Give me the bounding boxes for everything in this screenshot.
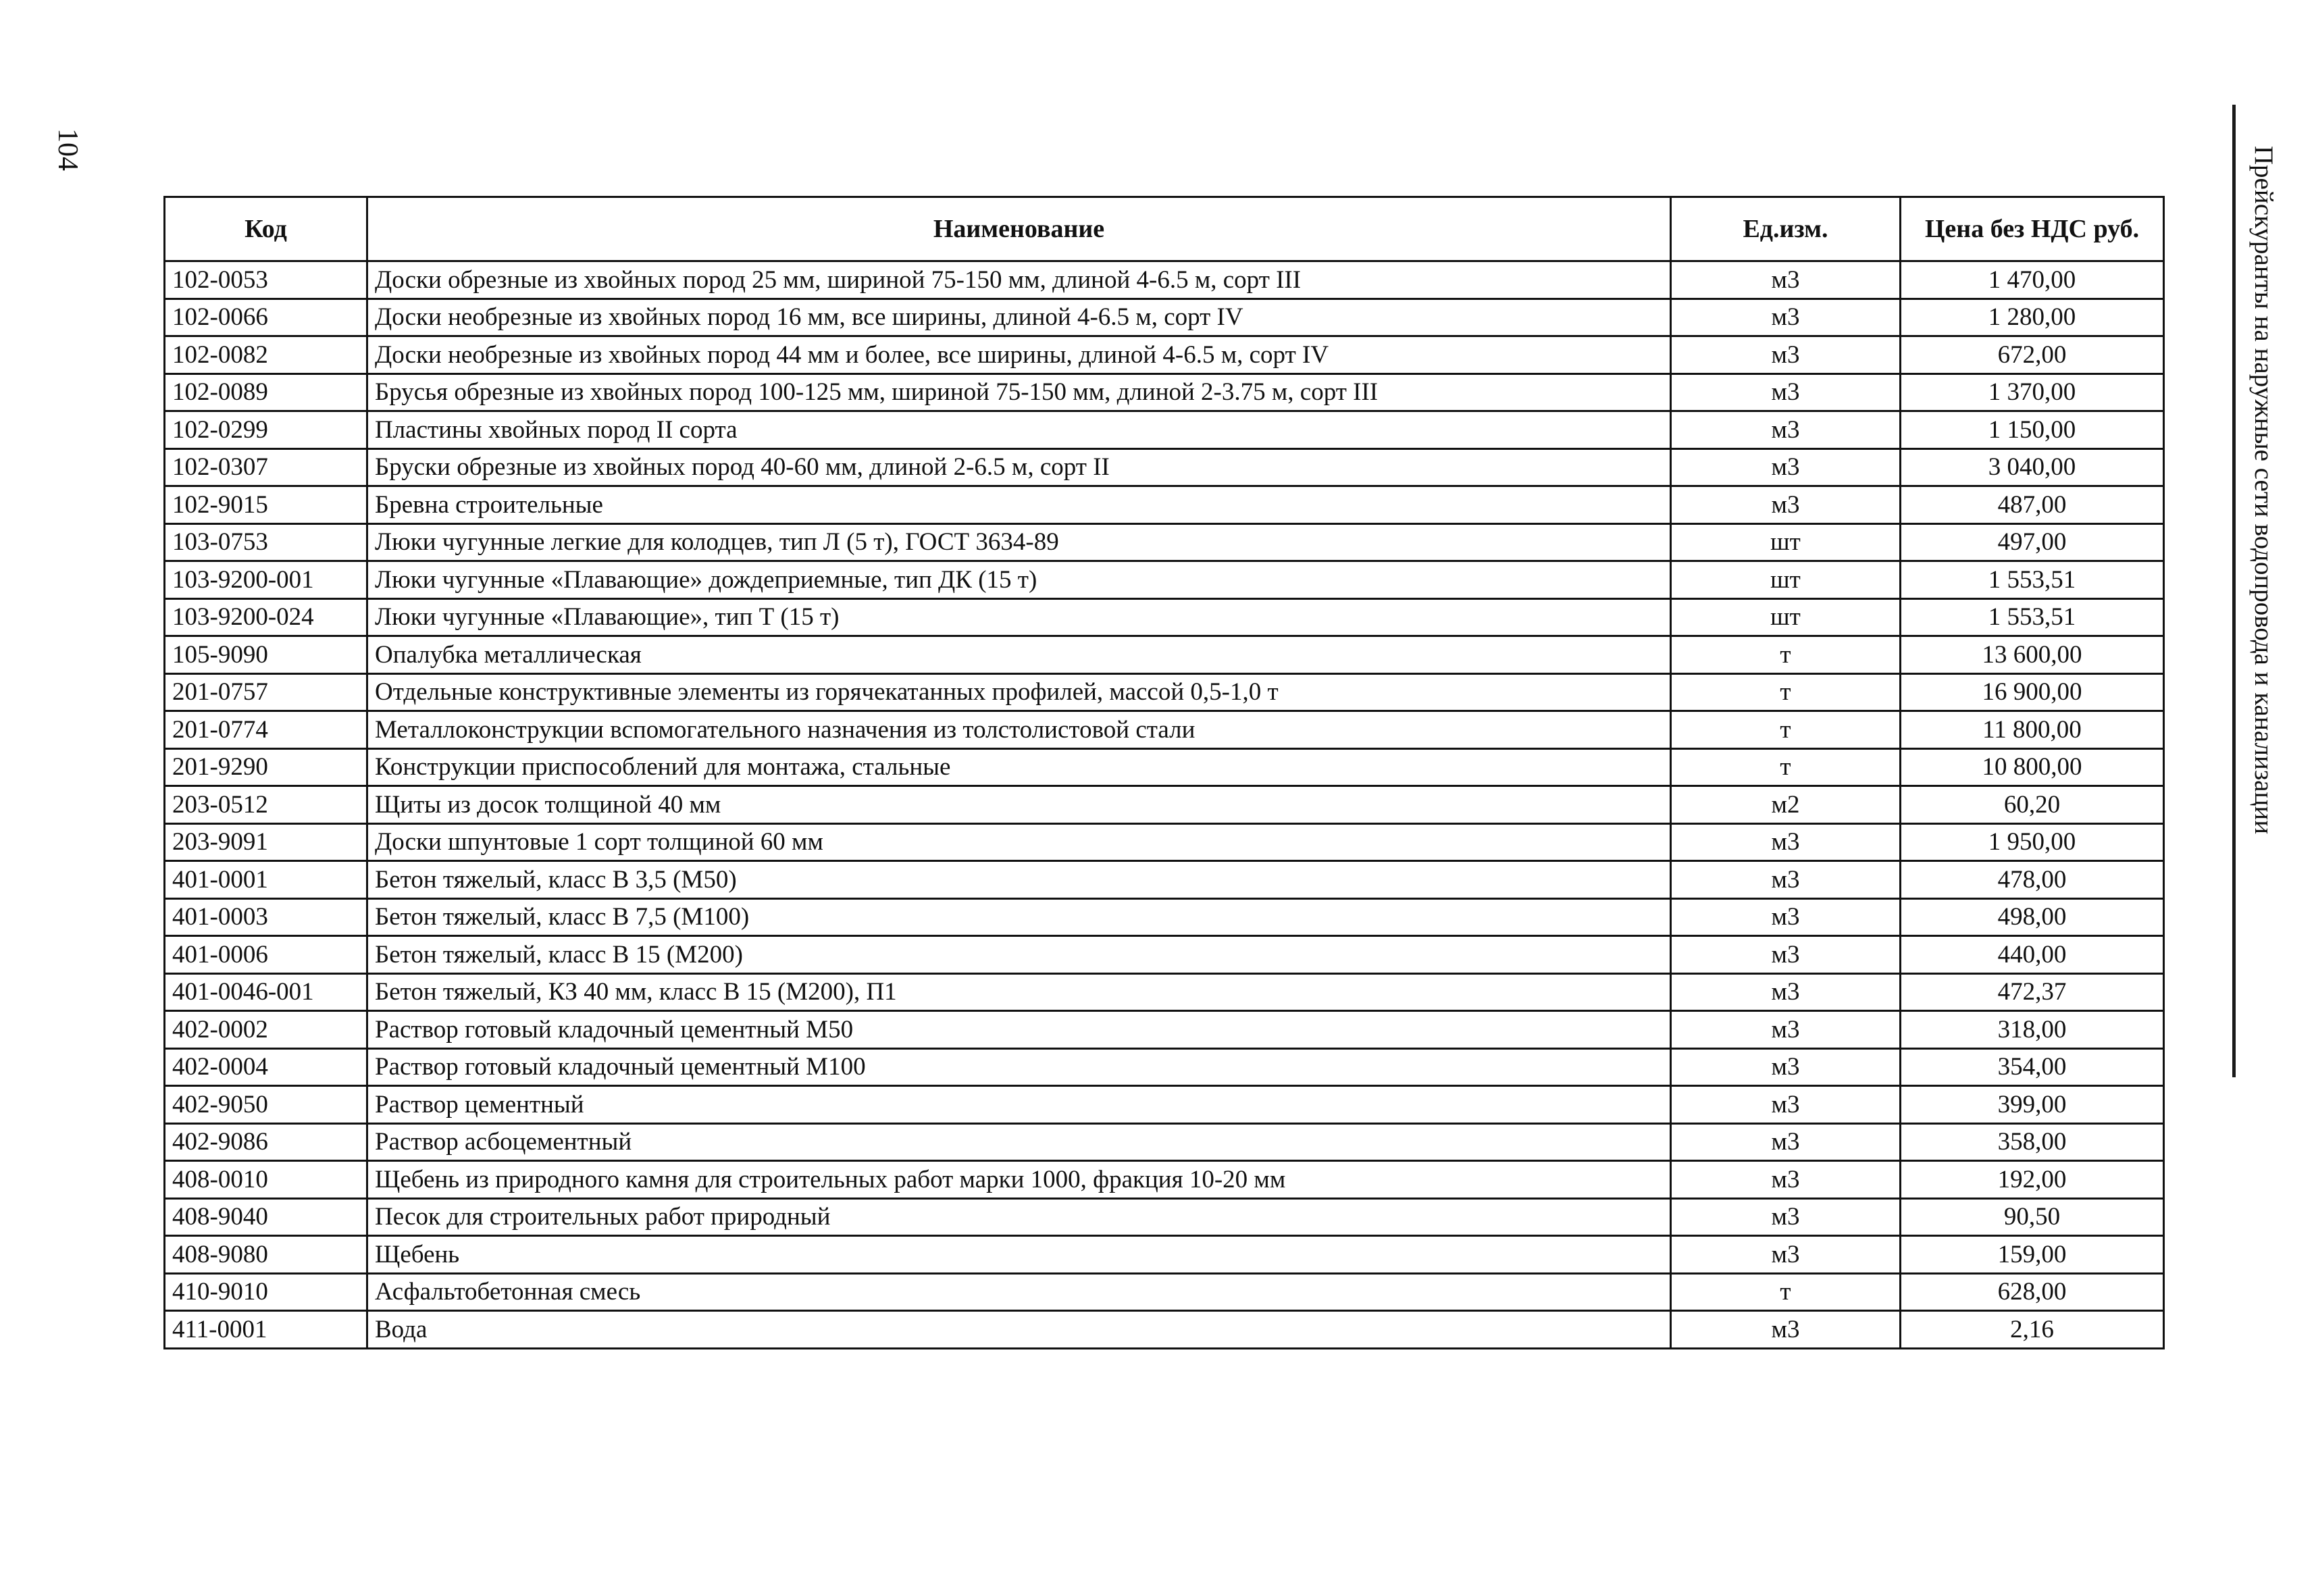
row-name: Асфальтобетонная смесь <box>367 1273 1671 1311</box>
table-row <box>165 336 2164 374</box>
row-unit: м3 <box>1671 1161 1901 1199</box>
row-price: 487,00 <box>1901 486 2164 524</box>
table-row <box>165 748 2164 786</box>
table-row <box>165 261 2164 299</box>
row-code: 102-0299 <box>165 411 367 449</box>
table-row <box>165 1273 2164 1311</box>
table-row <box>165 1086 2164 1124</box>
table-row <box>165 523 2164 561</box>
row-unit: шт <box>1671 561 1901 599</box>
row-name: Вода <box>367 1311 1671 1349</box>
row-name: Конструкции приспособлений для монтажа, стальные <box>367 748 1671 786</box>
row-code: 411-0001 <box>165 1311 367 1349</box>
row-name: Раствор готовый кладочный цементный М100 <box>367 1048 1671 1086</box>
row-price: 90,50 <box>1901 1198 2164 1236</box>
price-table <box>163 196 2165 1349</box>
row-code: 201-9290 <box>165 748 367 786</box>
row-price: 3 040,00 <box>1901 448 2164 486</box>
row-name: Бетон тяжелый, класс В 3,5 (М50) <box>367 861 1671 899</box>
table-row <box>165 448 2164 486</box>
table-row <box>165 1048 2164 1086</box>
row-code: 402-0004 <box>165 1048 367 1086</box>
row-price: 498,00 <box>1901 898 2164 936</box>
table-row <box>165 1311 2164 1349</box>
row-code: 102-0307 <box>165 448 367 486</box>
row-code: 402-9050 <box>165 1086 367 1124</box>
row-name: Бруски обрезные из хвойных пород 40-60 мм, длиной 2-6.5 м, сорт II <box>367 448 1671 486</box>
row-price: 10 800,00 <box>1901 748 2164 786</box>
side-title-rule <box>2232 105 2236 1077</box>
header-code: Код <box>165 197 367 261</box>
row-code: 408-0010 <box>165 1161 367 1199</box>
table-row <box>165 636 2164 674</box>
row-unit: м3 <box>1671 823 1901 861</box>
row-price: 1 553,51 <box>1901 598 2164 636</box>
row-unit: м3 <box>1671 1311 1901 1349</box>
row-price: 318,00 <box>1901 1011 2164 1049</box>
table-row <box>165 673 2164 711</box>
row-unit: т <box>1671 748 1901 786</box>
row-unit: м3 <box>1671 898 1901 936</box>
row-unit: м3 <box>1671 411 1901 449</box>
row-name: Доски необрезные из хвойных пород 16 мм, все ширины, длиной 4-6.5 м, сорт IV <box>367 299 1671 336</box>
row-price: 1 553,51 <box>1901 561 2164 599</box>
row-code: 203-9091 <box>165 823 367 861</box>
row-name: Люки чугунные «Плавающие» дождеприемные, тип ДК (15 т) <box>367 561 1671 599</box>
row-name: Раствор цементный <box>367 1086 1671 1124</box>
table-row <box>165 486 2164 524</box>
row-code: 203-0512 <box>165 786 367 824</box>
header-name: Наименование <box>367 197 1671 261</box>
side-title <box>2244 115 2284 865</box>
row-code: 102-0066 <box>165 299 367 336</box>
row-code: 201-0774 <box>165 711 367 749</box>
row-unit: м3 <box>1671 374 1901 411</box>
row-price: 399,00 <box>1901 1086 2164 1124</box>
row-name: Отдельные конструктивные элементы из горячекатанных профилей, массой 0,5-1,0 т <box>367 673 1671 711</box>
row-name: Бревна строительные <box>367 486 1671 524</box>
row-unit: шт <box>1671 523 1901 561</box>
row-unit: м3 <box>1671 1198 1901 1236</box>
table-row <box>165 786 2164 824</box>
row-code: 402-0002 <box>165 1011 367 1049</box>
row-code: 102-0089 <box>165 374 367 411</box>
table-row <box>165 823 2164 861</box>
row-unit: шт <box>1671 598 1901 636</box>
row-unit: т <box>1671 636 1901 674</box>
table-row <box>165 1236 2164 1274</box>
row-name: Щебень <box>367 1236 1671 1274</box>
row-unit: м3 <box>1671 336 1901 374</box>
table-header-row <box>165 197 2164 261</box>
row-name: Опалубка металлическая <box>367 636 1671 674</box>
table-row <box>165 598 2164 636</box>
row-unit: т <box>1671 1273 1901 1311</box>
row-price: 1 470,00 <box>1901 261 2164 299</box>
row-name: Доски обрезные из хвойных пород 25 мм, шириной 75-150 мм, длиной 4-6.5 м, сорт III <box>367 261 1671 299</box>
table-row <box>165 1011 2164 1049</box>
side-title-text: Прейскуранты на наружные сети водопровода и канализации <box>2249 145 2279 834</box>
table-row <box>165 711 2164 749</box>
table-row <box>165 561 2164 599</box>
row-name: Щебень из природного камня для строительных работ марки 1000, фракция 10-20 мм <box>367 1161 1671 1199</box>
row-code: 102-9015 <box>165 486 367 524</box>
row-code: 408-9040 <box>165 1198 367 1236</box>
row-name: Раствор асбоцементный <box>367 1123 1671 1161</box>
row-unit: т <box>1671 711 1901 749</box>
row-code: 102-0082 <box>165 336 367 374</box>
row-unit: м3 <box>1671 1048 1901 1086</box>
row-price: 478,00 <box>1901 861 2164 899</box>
row-name: Брусья обрезные из хвойных пород 100-125 мм, шириной 75-150 мм, длиной 2-3.75 м, сорт III <box>367 374 1671 411</box>
table-row <box>165 1123 2164 1161</box>
row-price: 13 600,00 <box>1901 636 2164 674</box>
row-name: Песок для строительных работ природный <box>367 1198 1671 1236</box>
row-unit: м3 <box>1671 1123 1901 1161</box>
table-row <box>165 898 2164 936</box>
row-code: 402-9086 <box>165 1123 367 1161</box>
table-row <box>165 973 2164 1011</box>
row-price: 628,00 <box>1901 1273 2164 1311</box>
row-name: Люки чугунные легкие для колодцев, тип Л (5 т), ГОСТ 3634-89 <box>367 523 1671 561</box>
row-price: 16 900,00 <box>1901 673 2164 711</box>
row-unit: м3 <box>1671 1236 1901 1274</box>
row-code: 103-9200-001 <box>165 561 367 599</box>
row-code: 408-9080 <box>165 1236 367 1274</box>
row-code: 410-9010 <box>165 1273 367 1311</box>
row-price: 1 150,00 <box>1901 411 2164 449</box>
row-unit: м3 <box>1671 486 1901 524</box>
row-price: 472,37 <box>1901 973 2164 1011</box>
table-row <box>165 374 2164 411</box>
row-price: 358,00 <box>1901 1123 2164 1161</box>
row-unit: м3 <box>1671 448 1901 486</box>
row-name: Бетон тяжелый, класс В 15 (М200) <box>367 936 1671 974</box>
row-code: 401-0003 <box>165 898 367 936</box>
row-code: 103-9200-024 <box>165 598 367 636</box>
row-price: 60,20 <box>1901 786 2164 824</box>
row-unit: м2 <box>1671 786 1901 824</box>
row-price: 159,00 <box>1901 1236 2164 1274</box>
row-name: Щиты из досок толщиной 40 мм <box>367 786 1671 824</box>
row-code: 401-0046-001 <box>165 973 367 1011</box>
header-unit: Ед.изм. <box>1671 197 1901 261</box>
row-name: Люки чугунные «Плавающие», тип Т (15 т) <box>367 598 1671 636</box>
table-row <box>165 1198 2164 1236</box>
row-unit: м3 <box>1671 299 1901 336</box>
row-code: 102-0053 <box>165 261 367 299</box>
row-name: Раствор готовый кладочный цементный М50 <box>367 1011 1671 1049</box>
row-name: Пластины хвойных пород II сорта <box>367 411 1671 449</box>
table-row <box>165 411 2164 449</box>
row-price: 2,16 <box>1901 1311 2164 1349</box>
row-code: 401-0006 <box>165 936 367 974</box>
row-unit: м3 <box>1671 936 1901 974</box>
row-price: 1 370,00 <box>1901 374 2164 411</box>
row-unit: м3 <box>1671 1086 1901 1124</box>
row-unit: т <box>1671 673 1901 711</box>
row-name: Бетон тяжелый, класс В 7,5 (М100) <box>367 898 1671 936</box>
row-unit: м3 <box>1671 973 1901 1011</box>
row-price: 1 950,00 <box>1901 823 2164 861</box>
row-code: 105-9090 <box>165 636 367 674</box>
header-price: Цена без НДС руб. <box>1901 197 2164 261</box>
row-name: Доски шпунтовые 1 сорт толщиной 60 мм <box>367 823 1671 861</box>
row-name: Металлоконструкции вспомогательного назначения из толстолистовой стали <box>367 711 1671 749</box>
table-row <box>165 936 2164 974</box>
row-price: 11 800,00 <box>1901 711 2164 749</box>
row-price: 440,00 <box>1901 936 2164 974</box>
row-code: 103-0753 <box>165 523 367 561</box>
table-row <box>165 1161 2164 1199</box>
row-name: Доски необрезные из хвойных пород 44 мм и более, все ширины, длиной 4-6.5 м, сорт IV <box>367 336 1671 374</box>
row-code: 201-0757 <box>165 673 367 711</box>
row-unit: м3 <box>1671 1011 1901 1049</box>
row-price: 192,00 <box>1901 1161 2164 1199</box>
row-price: 354,00 <box>1901 1048 2164 1086</box>
row-name: Бетон тяжелый, КЗ 40 мм, класс В 15 (М200), П1 <box>367 973 1671 1011</box>
row-price: 497,00 <box>1901 523 2164 561</box>
row-price: 672,00 <box>1901 336 2164 374</box>
row-code: 401-0001 <box>165 861 367 899</box>
table-row <box>165 861 2164 899</box>
row-price: 1 280,00 <box>1901 299 2164 336</box>
row-unit: м3 <box>1671 261 1901 299</box>
row-unit: м3 <box>1671 861 1901 899</box>
page-number: 104 <box>52 128 83 171</box>
table-row <box>165 299 2164 336</box>
